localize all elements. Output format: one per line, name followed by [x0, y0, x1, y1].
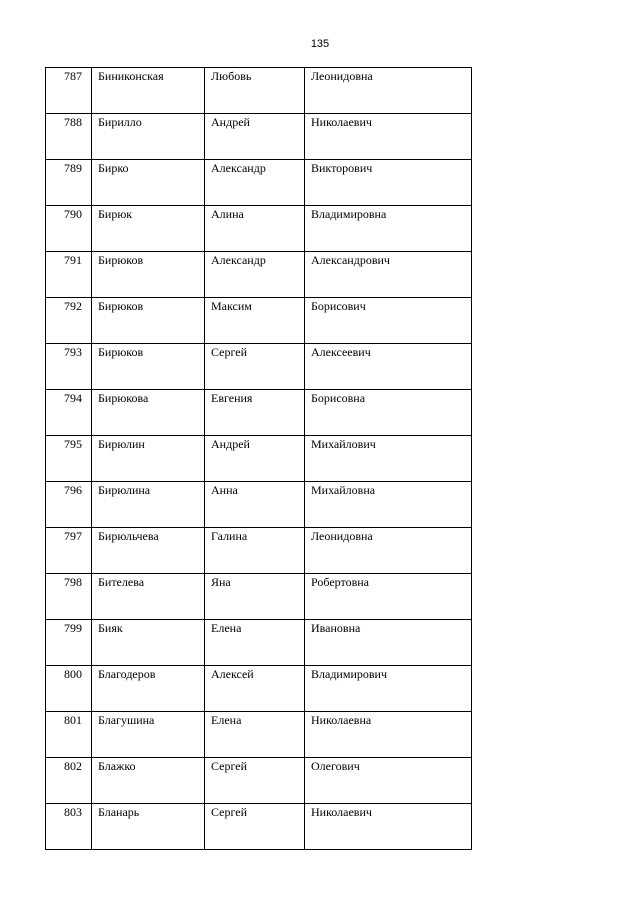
first-name-cell: Андрей: [205, 114, 305, 160]
row-number: 797: [46, 528, 92, 574]
table-row: [46, 574, 472, 620]
patronymic-cell: Николаевич: [305, 804, 472, 850]
patronymic-cell: Леонидовна: [305, 528, 472, 574]
row-number: 798: [46, 574, 92, 620]
last-name-cell: Бирко: [92, 160, 205, 206]
first-name-cell: Александр: [205, 252, 305, 298]
first-name-cell: Евгения: [205, 390, 305, 436]
first-name-cell: Андрей: [205, 436, 305, 482]
patronymic-cell: Владимировна: [305, 206, 472, 252]
last-name-cell: Бирюков: [92, 252, 205, 298]
table-row: [46, 620, 472, 666]
first-name-cell: Любовь: [205, 68, 305, 114]
row-number: 796: [46, 482, 92, 528]
last-name-cell: Бирюкова: [92, 390, 205, 436]
last-name-cell: Благушина: [92, 712, 205, 758]
patronymic-cell: Борисович: [305, 298, 472, 344]
table-row: [46, 758, 472, 804]
table-row: [46, 298, 472, 344]
first-name-cell: Максим: [205, 298, 305, 344]
patronymic-cell: Робертовна: [305, 574, 472, 620]
first-name-cell: Анна: [205, 482, 305, 528]
patronymic-cell: Николаевич: [305, 114, 472, 160]
row-number: 799: [46, 620, 92, 666]
first-name-cell: Сергей: [205, 758, 305, 804]
first-name-cell: Елена: [205, 620, 305, 666]
first-name-cell: Галина: [205, 528, 305, 574]
table-row: [46, 114, 472, 160]
row-number: 803: [46, 804, 92, 850]
table-row: [46, 666, 472, 712]
table-row: [46, 252, 472, 298]
row-number: 802: [46, 758, 92, 804]
row-number: 800: [46, 666, 92, 712]
last-name-cell: Бияк: [92, 620, 205, 666]
patronymic-cell: Олегович: [305, 758, 472, 804]
patronymic-cell: Ивановна: [305, 620, 472, 666]
table-row: [46, 482, 472, 528]
last-name-cell: Бирюльчева: [92, 528, 205, 574]
first-name-cell: Яна: [205, 574, 305, 620]
table-row: [46, 390, 472, 436]
row-number: 795: [46, 436, 92, 482]
patronymic-cell: Леонидовна: [305, 68, 472, 114]
row-number: 792: [46, 298, 92, 344]
patronymic-cell: Алексеевич: [305, 344, 472, 390]
patronymic-cell: Владимирович: [305, 666, 472, 712]
last-name-cell: Бирилло: [92, 114, 205, 160]
table-row: [46, 68, 472, 114]
table-row: [46, 436, 472, 482]
first-name-cell: Сергей: [205, 344, 305, 390]
patronymic-cell: Михайловна: [305, 482, 472, 528]
first-name-cell: Александр: [205, 160, 305, 206]
row-number: 801: [46, 712, 92, 758]
first-name-cell: Сергей: [205, 804, 305, 850]
table-row: [46, 804, 472, 850]
last-name-cell: Бирюк: [92, 206, 205, 252]
table-row: [46, 528, 472, 574]
table-row: [46, 712, 472, 758]
page-number: 135: [310, 38, 330, 50]
row-number: 790: [46, 206, 92, 252]
first-name-cell: Алексей: [205, 666, 305, 712]
last-name-cell: Бирюков: [92, 344, 205, 390]
table-row: [46, 206, 472, 252]
last-name-cell: Бирюлин: [92, 436, 205, 482]
row-number: 788: [46, 114, 92, 160]
last-name-cell: Бирюков: [92, 298, 205, 344]
row-number: 793: [46, 344, 92, 390]
row-number: 791: [46, 252, 92, 298]
person-register-table: [45, 67, 472, 850]
last-name-cell: Бирюлина: [92, 482, 205, 528]
last-name-cell: Биниконская: [92, 68, 205, 114]
patronymic-cell: Николаевна: [305, 712, 472, 758]
row-number: 789: [46, 160, 92, 206]
patronymic-cell: Викторович: [305, 160, 472, 206]
last-name-cell: Благодеров: [92, 666, 205, 712]
last-name-cell: Бланарь: [92, 804, 205, 850]
table-row: [46, 344, 472, 390]
patronymic-cell: Александрович: [305, 252, 472, 298]
row-number: 794: [46, 390, 92, 436]
patronymic-cell: Борисовна: [305, 390, 472, 436]
last-name-cell: Блажко: [92, 758, 205, 804]
first-name-cell: Елена: [205, 712, 305, 758]
first-name-cell: Алина: [205, 206, 305, 252]
last-name-cell: Бителева: [92, 574, 205, 620]
patronymic-cell: Михайлович: [305, 436, 472, 482]
row-number: 787: [46, 68, 92, 114]
table-row: [46, 160, 472, 206]
person-register-body: [46, 68, 472, 850]
